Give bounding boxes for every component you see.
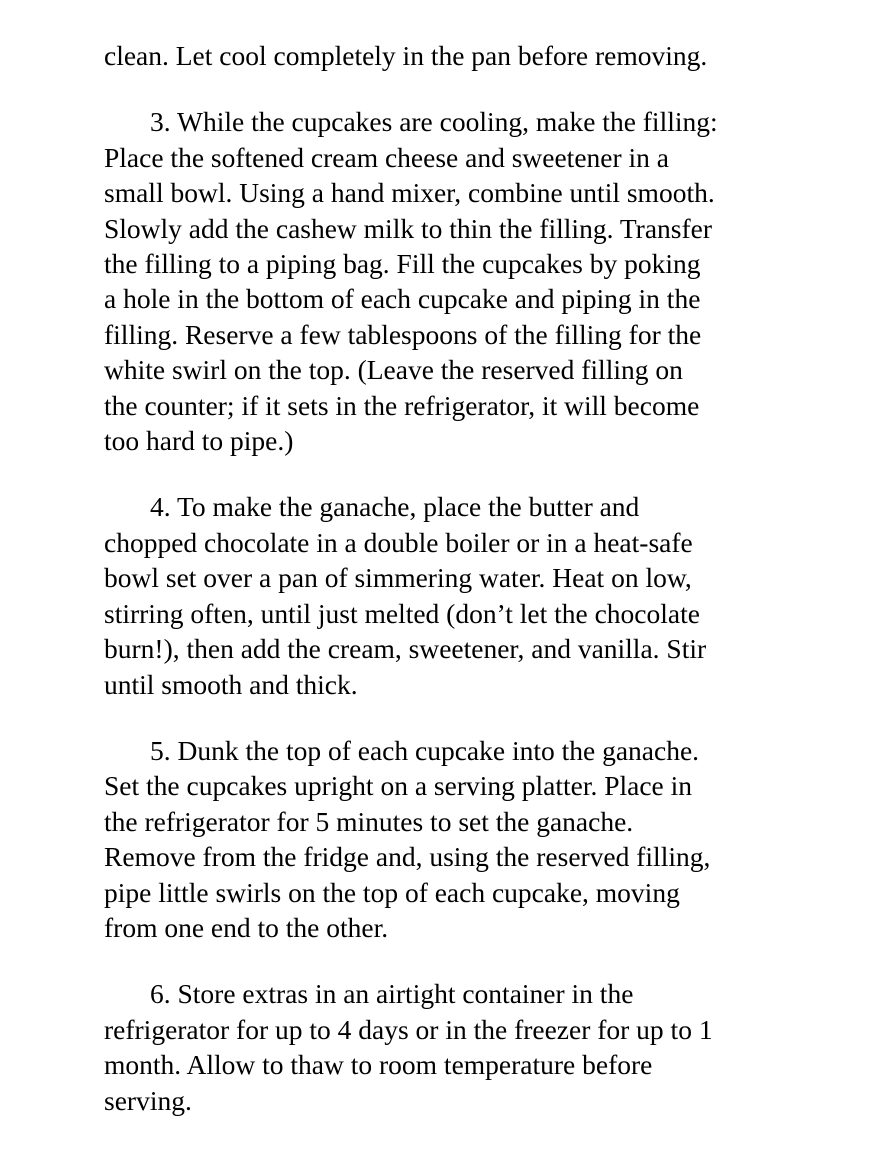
text-line: month. Allow to thaw to room temperature before <box>104 1049 653 1081</box>
text-line: chopped chocolate in a double boiler or in a heat-safe <box>104 526 693 558</box>
step-4-first-line: 4. To make the ganache, place the butter and <box>150 491 640 523</box>
text-line: the refrigerator for 5 minutes to set the ganache. <box>104 805 634 837</box>
step-5-first-line: 5. Dunk the top of each cupcake into the ganache. <box>150 734 700 766</box>
document-page <box>104 38 839 1149</box>
text-line: bowl set over a pan of simmering water. Heat on low, <box>104 562 692 594</box>
text-line: too hard to pipe.) <box>104 425 294 457</box>
text-line: burn!), then add the cream, sweetener, and vanilla. Stir <box>104 633 707 665</box>
text-line: a hole in the bottom of each cupcake and piping in the <box>104 283 701 315</box>
text-line <box>104 733 839 768</box>
paragraph-step-3 <box>104 104 839 458</box>
text-line: the filling to a piping bag. Fill the cupcakes by poking <box>104 248 701 280</box>
text-line: pipe little swirls on the top of each cupcake, moving <box>104 876 680 908</box>
step-6-first-line: 6. Store extras in an airtight container in the <box>150 978 634 1010</box>
text-line <box>104 104 839 139</box>
step-3-first-line: 3. While the cupcakes are cooling, make the filling: <box>150 106 718 138</box>
text-line: filling. Reserve a few tablespoons of the filling for the <box>104 318 702 350</box>
text-line <box>104 489 839 524</box>
paragraph-step-4 <box>104 489 839 701</box>
text-line: the counter; if it sets in the refrigerator, it will become <box>104 389 700 421</box>
paragraph-step-5 <box>104 733 839 945</box>
paragraph-continuation <box>104 38 839 73</box>
text-line: refrigerator for up to 4 days or in the freezer for up to 1 <box>104 1013 713 1045</box>
text-line: white swirl on the top. (Leave the reserved filling on <box>104 354 683 386</box>
text-line: Slowly add the cashew milk to thin the filling. Transfer <box>104 212 712 244</box>
text-line: serving. <box>104 1084 192 1116</box>
text-line: Set the cupcakes upright on a serving platter. Place in <box>104 770 693 802</box>
text-line: Place the softened cream cheese and sweetener in a <box>104 141 669 173</box>
text-line: small bowl. Using a hand mixer, combine until smooth. <box>104 177 715 209</box>
text-line: stirring often, until just melted (don’t let the chocolate <box>104 597 700 629</box>
text-line: from one end to the other. <box>104 911 389 943</box>
text-line: clean. Let cool completely in the pan before removing. <box>104 40 708 71</box>
text-line: Remove from the fridge and, using the reserved filling, <box>104 841 711 873</box>
text-line <box>104 976 839 1011</box>
text-line: until smooth and thick. <box>104 668 358 700</box>
paragraph-step-6 <box>104 976 839 1118</box>
